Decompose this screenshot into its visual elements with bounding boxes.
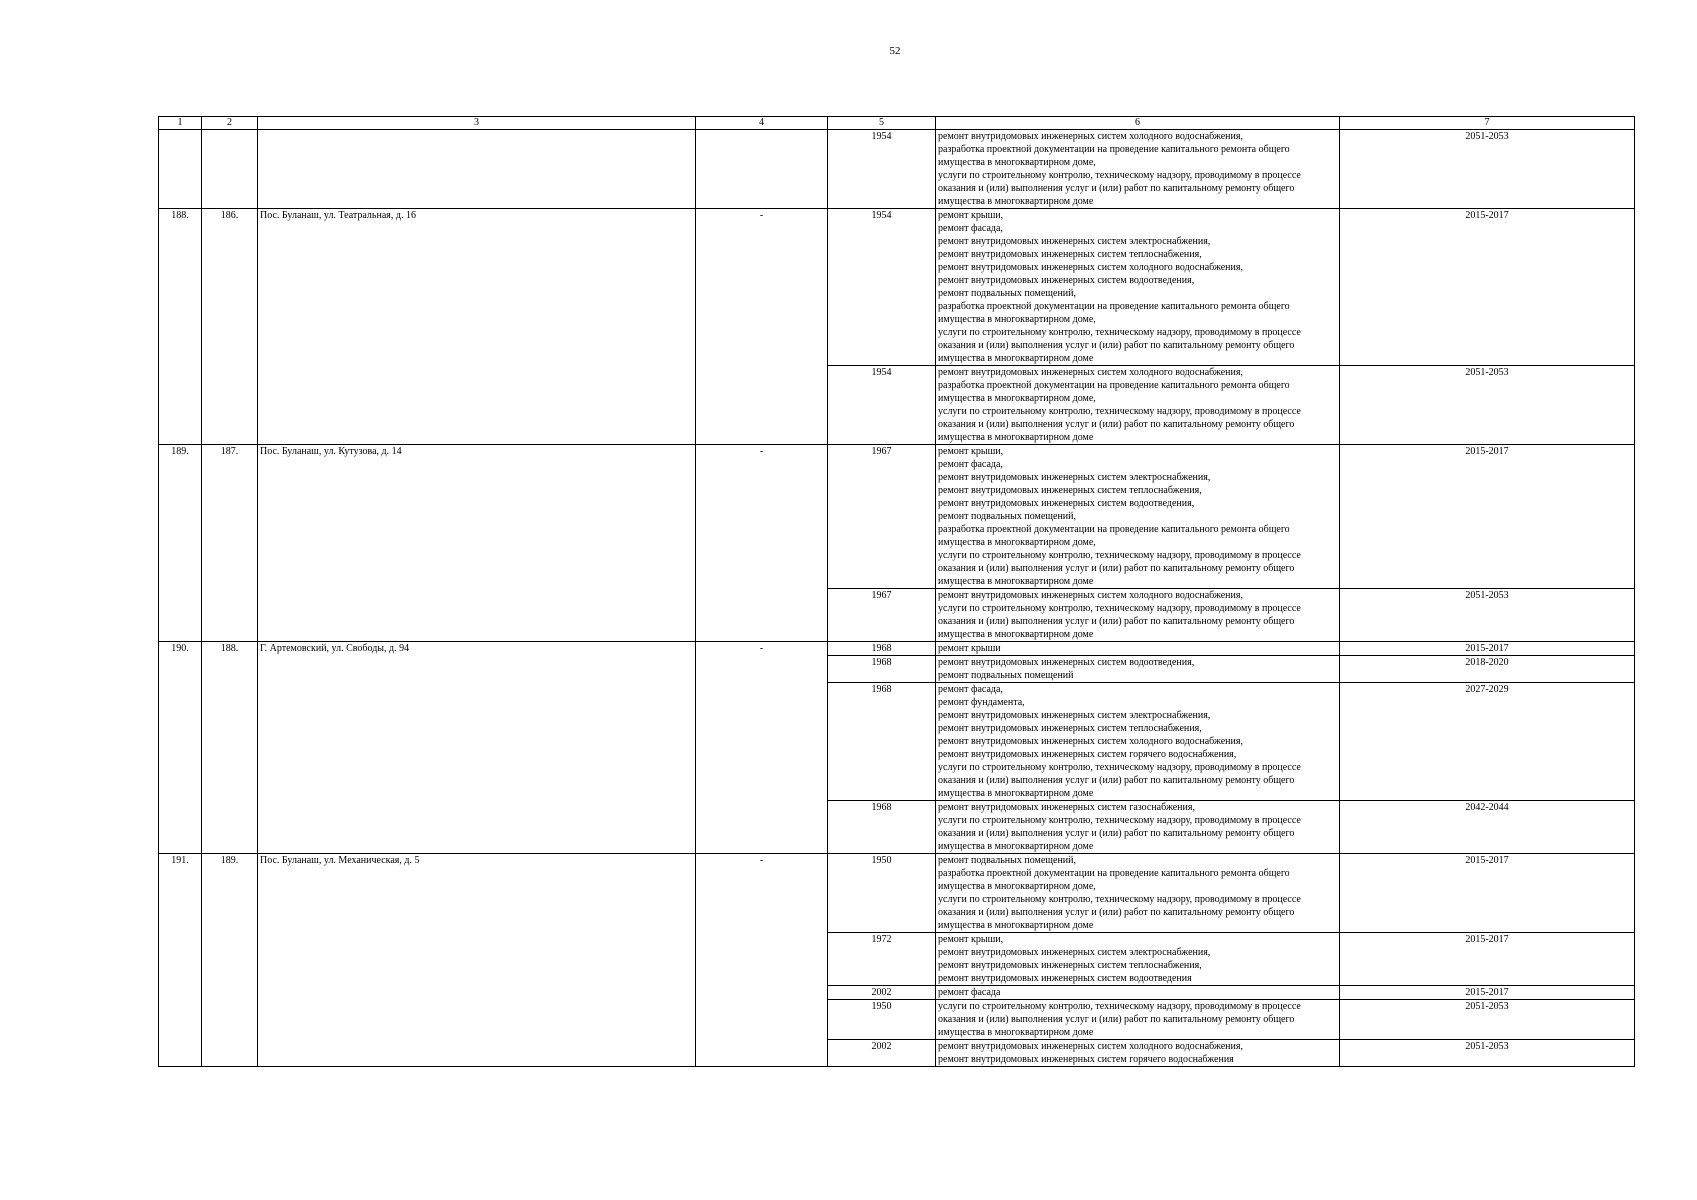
- table-row: [159, 209, 1635, 366]
- period-cell: 2015-2017: [1340, 986, 1635, 1000]
- works-cell: ремонт крыши, ремонт внутридомовых инженерных систем электроснабжения, ремонт внутридомовых инженерных систем теплоснабжения, ремонт внутридомовых инженерных систем водоотведения: [936, 933, 1340, 986]
- works-cell: ремонт крыши, ремонт фасада, ремонт внутридомовых инженерных систем электроснабжения, ремонт внутридомовых инженерных систем теплоснабжения, ремонт внутридомовых инженерных систем холодного водоснабжения, ремонт внутридомовых инженерных систем водоотведения, ремонт подвальных помещений, разработка проектной документации на проведение капитального ремонта общего имущества в многоквартирном доме, услуги по строительному контролю, техническому надзору, проводимому в процессе оказания и (или) выполнения услуг и (или) работ по капитальному ремонту общего имущества в многоквартирном доме: [936, 209, 1340, 366]
- col4-cell: -: [696, 445, 828, 642]
- year-cell: 1954: [828, 366, 936, 445]
- header-cell: 5: [828, 117, 936, 130]
- period-cell: 2051-2053: [1340, 589, 1635, 642]
- year-cell: 2002: [828, 986, 936, 1000]
- period-cell: 2015-2017: [1340, 209, 1635, 366]
- header-cell: 7: [1340, 117, 1635, 130]
- entry-number: 188.: [159, 209, 202, 445]
- works-cell: ремонт внутридомовых инженерных систем газоснабжения, услуги по строительному контролю, техническому надзору, проводимому в процессе оказания и (или) выполнения услуг и (или) работ по капитальному ремонту общего имущества в многоквартирном доме: [936, 801, 1340, 854]
- header-cell: 4: [696, 117, 828, 130]
- entry-number: 190.: [159, 642, 202, 854]
- works-cell: ремонт крыши, ремонт фасада, ремонт внутридомовых инженерных систем электроснабжения, ремонт внутридомовых инженерных систем теплоснабжения, ремонт внутридомовых инженерных систем водоотведения, ремонт подвальных помещений, разработка проектной документации на проведение капитального ремонта общего имущества в многоквартирном доме, услуги по строительному контролю, техническому надзору, проводимому в процессе оказания и (или) выполнения услуг и (или) работ по капитальному ремонту общего имущества в многоквартирном доме: [936, 445, 1340, 589]
- works-cell: ремонт крыши: [936, 642, 1340, 656]
- year-cell: 2002: [828, 1040, 936, 1067]
- works-cell: ремонт фасада, ремонт фундамента, ремонт внутридомовых инженерных систем электроснабжения, ремонт внутридомовых инженерных систем теплоснабжения, ремонт внутридомовых инженерных систем холодного водоснабжения, ремонт внутридомовых инженерных систем горячего водоснабжения, услуги по строительному контролю, техническому надзору, проводимому в процессе оказания и (или) выполнения услуг и (или) работ по капитальному ремонту общего имущества в многоквартирном доме: [936, 683, 1340, 801]
- table-row: [159, 854, 1635, 933]
- period-cell: 2051-2053: [1340, 130, 1635, 209]
- year-cell: 1950: [828, 854, 936, 933]
- header-cell: 6: [936, 117, 1340, 130]
- year-cell: 1967: [828, 445, 936, 589]
- repair-schedule-table: [158, 116, 1635, 1067]
- header-cell: 2: [202, 117, 258, 130]
- works-cell: ремонт подвальных помещений, разработка проектной документации на проведение капитального ремонта общего имущества в многоквартирном доме, услуги по строительному контролю, техническому надзору, проводимому в процессе оказания и (или) выполнения услуг и (или) работ по капитальному ремонту общего имущества в многоквартирном доме: [936, 854, 1340, 933]
- address-cell: [258, 130, 696, 209]
- address-cell: Пос. Буланаш, ул. Театральная, д. 16: [258, 209, 696, 445]
- header-cell: 1: [159, 117, 202, 130]
- period-cell: 2015-2017: [1340, 642, 1635, 656]
- col4-cell: [696, 130, 828, 209]
- entry-number-2: [202, 130, 258, 209]
- address-cell: Г. Артемовский, ул. Свободы, д. 94: [258, 642, 696, 854]
- period-cell: 2051-2053: [1340, 1040, 1635, 1067]
- header-cell: 3: [258, 117, 696, 130]
- works-cell: ремонт внутридомовых инженерных систем холодного водоснабжения, разработка проектной документации на проведение капитального ремонта общего имущества в многоквартирном доме, услуги по строительному контролю, техническому надзору, проводимому в процессе оказания и (или) выполнения услуг и (или) работ по капитальному ремонту общего имущества в многоквартирном доме: [936, 366, 1340, 445]
- col4-cell: -: [696, 642, 828, 854]
- address-cell: Пос. Буланаш, ул. Механическая, д. 5: [258, 854, 696, 1067]
- entry-number: [159, 130, 202, 209]
- period-cell: 2027-2029: [1340, 683, 1635, 801]
- entry-number-2: 189.: [202, 854, 258, 1067]
- works-cell: ремонт внутридомовых инженерных систем холодного водоснабжения, ремонт внутридомовых инженерных систем горячего водоснабжения: [936, 1040, 1340, 1067]
- period-cell: 2015-2017: [1340, 933, 1635, 986]
- year-cell: 1954: [828, 130, 936, 209]
- year-cell: 1954: [828, 209, 936, 366]
- table-row: [159, 642, 1635, 656]
- entry-number-2: 187.: [202, 445, 258, 642]
- header-row: [159, 117, 1635, 130]
- col4-cell: -: [696, 209, 828, 445]
- year-cell: 1972: [828, 933, 936, 986]
- works-cell: ремонт фасада: [936, 986, 1340, 1000]
- period-cell: 2042-2044: [1340, 801, 1635, 854]
- table-row: [159, 445, 1635, 589]
- year-cell: 1968: [828, 683, 936, 801]
- entry-number-2: 186.: [202, 209, 258, 445]
- entry-number-2: 188.: [202, 642, 258, 854]
- works-cell: услуги по строительному контролю, техническому надзору, проводимому в процессе оказания и (или) выполнения услуг и (или) работ по капитальному ремонту общего имущества в многоквартирном доме: [936, 1000, 1340, 1040]
- page-number: 52: [889, 45, 901, 57]
- works-cell: ремонт внутридомовых инженерных систем холодного водоснабжения, услуги по строительному контролю, техническому надзору, проводимому в процессе оказания и (или) выполнения услуг и (или) работ по капитальному ремонту общего имущества в многоквартирном доме: [936, 589, 1340, 642]
- year-cell: 1968: [828, 801, 936, 854]
- table-row: [159, 130, 1635, 209]
- works-cell: ремонт внутридомовых инженерных систем холодного водоснабжения, разработка проектной документации на проведение капитального ремонта общего имущества в многоквартирном доме, услуги по строительному контролю, техническому надзору, проводимому в процессе оказания и (или) выполнения услуг и (или) работ по капитальному ремонту общего имущества в многоквартирном доме: [936, 130, 1340, 209]
- col4-cell: -: [696, 854, 828, 1067]
- year-cell: 1968: [828, 656, 936, 683]
- address-cell: Пос. Буланаш, ул. Кутузова, д. 14: [258, 445, 696, 642]
- period-cell: 2015-2017: [1340, 445, 1635, 589]
- period-cell: 2018-2020: [1340, 656, 1635, 683]
- period-cell: 2051-2053: [1340, 1000, 1635, 1040]
- period-cell: 2051-2053: [1340, 366, 1635, 445]
- period-cell: 2015-2017: [1340, 854, 1635, 933]
- year-cell: 1968: [828, 642, 936, 656]
- year-cell: 1950: [828, 1000, 936, 1040]
- works-cell: ремонт внутридомовых инженерных систем водоотведения, ремонт подвальных помещений: [936, 656, 1340, 683]
- entry-number: 189.: [159, 445, 202, 642]
- entry-number: 191.: [159, 854, 202, 1067]
- year-cell: 1967: [828, 589, 936, 642]
